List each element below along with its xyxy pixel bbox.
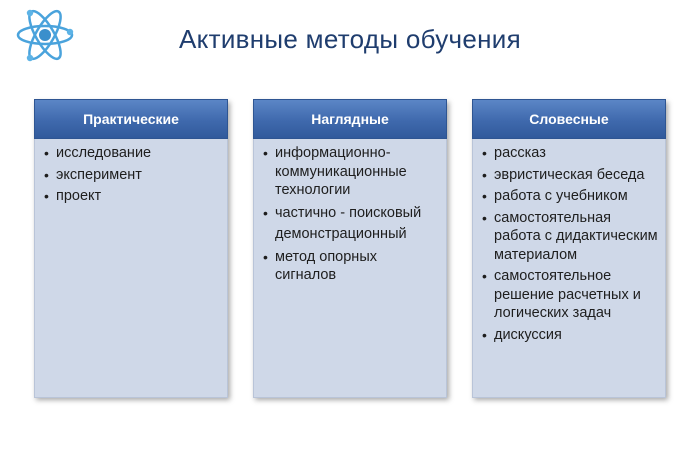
list-item: • самостоятельная работа с дидактическим материалом bbox=[482, 209, 658, 263]
list-item: • самостоятельное решение расчетных и логических задач bbox=[482, 268, 641, 321]
column-verbal bbox=[472, 99, 666, 397]
column-body bbox=[253, 139, 447, 398]
list-item: • эвристическая беседа bbox=[482, 166, 645, 183]
column-body bbox=[34, 139, 228, 398]
list-item: • эксперимент bbox=[44, 166, 142, 183]
column-header: Словесные bbox=[472, 99, 666, 139]
list-item: • работа с учебником bbox=[482, 188, 628, 204]
list-item: • информационно-коммуникационные технологии bbox=[263, 145, 407, 198]
column-practical bbox=[34, 99, 228, 397]
list-item: • дискуссия bbox=[482, 326, 562, 343]
column-header: Наглядные bbox=[253, 99, 447, 139]
page-title: Активные методы обучения bbox=[179, 24, 521, 54]
list-item: • исследование bbox=[44, 145, 152, 161]
list-item: • проект bbox=[44, 188, 102, 204]
column-visual bbox=[253, 99, 447, 397]
column-header: Практические bbox=[34, 99, 228, 139]
list-item: • частично - поисковый демонстрационный bbox=[263, 204, 422, 242]
column-body bbox=[472, 139, 666, 398]
list-item: • рассказ bbox=[482, 145, 546, 161]
list-item: • метод опорных сигналов bbox=[263, 248, 377, 283]
